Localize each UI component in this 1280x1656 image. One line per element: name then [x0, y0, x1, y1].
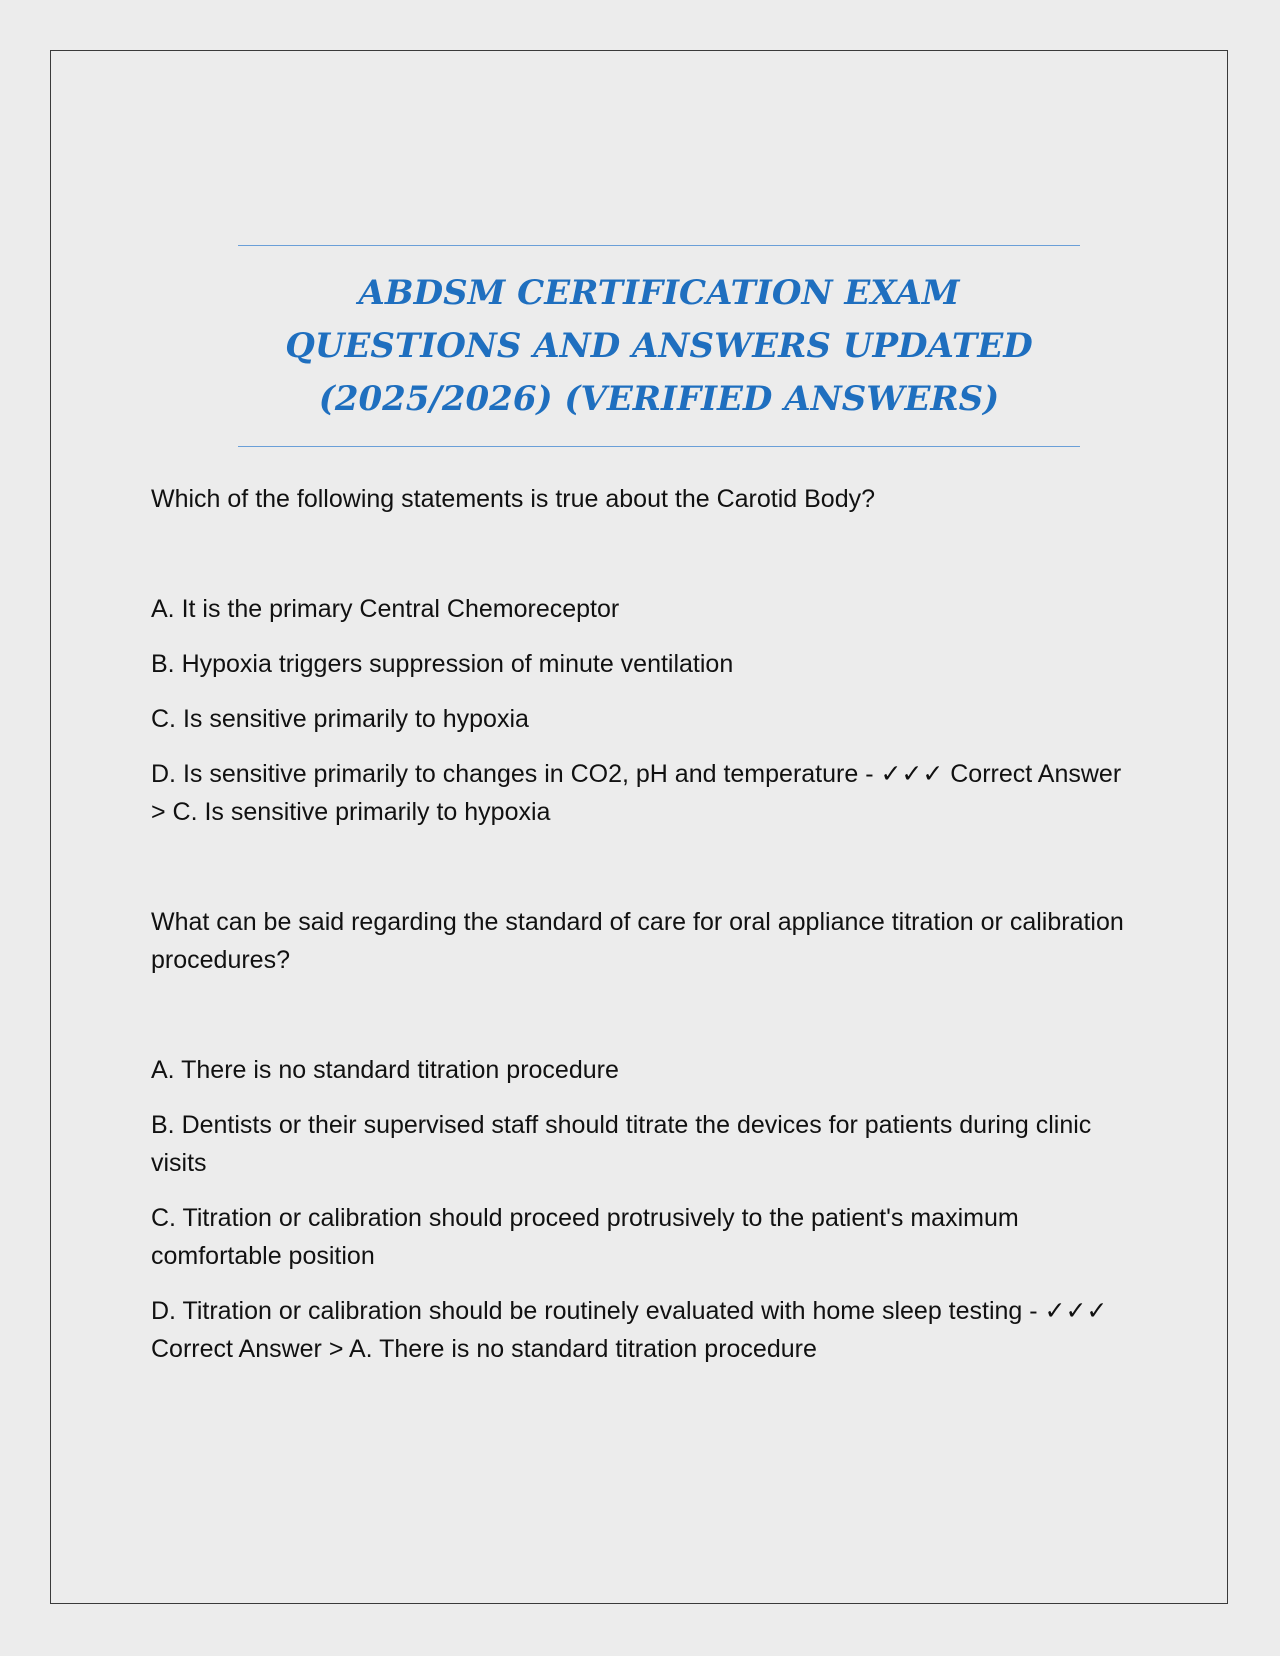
question-block-2	[151, 903, 1131, 1368]
question-block-1	[151, 480, 1131, 831]
answer-option-b: B. Hypoxia triggers suppression of minute ventilation	[151, 650, 734, 678]
answer-option-a: A. It is the primary Central Chemoreceptor	[151, 595, 620, 623]
question-text: Which of the following statements is true about the Carotid Body?	[151, 485, 875, 513]
document-body	[151, 480, 1131, 1385]
answer-option-a: A. There is no standard titration procedure	[151, 1056, 619, 1084]
answer-option-d: D. Titration or calibration should be routinely evaluated with home sleep testing - ✓✓✓ Correct Answer > A. There is no standard titration procedure	[151, 1297, 1108, 1363]
question-text: What can be said regarding the standard of care for oral appliance titration or calibration procedures?	[151, 908, 1124, 974]
answer-option-d: D. Is sensitive primarily to changes in CO2, pH and temperature - ✓✓✓ Correct Answer > C. Is sensitive primarily to hypoxia	[151, 760, 1122, 826]
document-title: ABDSM CERTIFICATION EXAM QUESTIONS AND ANSWERS UPDATED (2025/2026) (VERIFIED ANSWERS)	[285, 272, 1033, 419]
answer-option-c: C. Is sensitive primarily to hypoxia	[151, 705, 529, 733]
answer-option-b: B. Dentists or their supervised staff should titrate the devices for patients during clinic visits	[151, 1111, 1092, 1177]
answer-option-c: C. Titration or calibration should proceed protrusively to the patient's maximum comfortable position	[151, 1204, 1019, 1270]
title-block	[238, 245, 1080, 447]
